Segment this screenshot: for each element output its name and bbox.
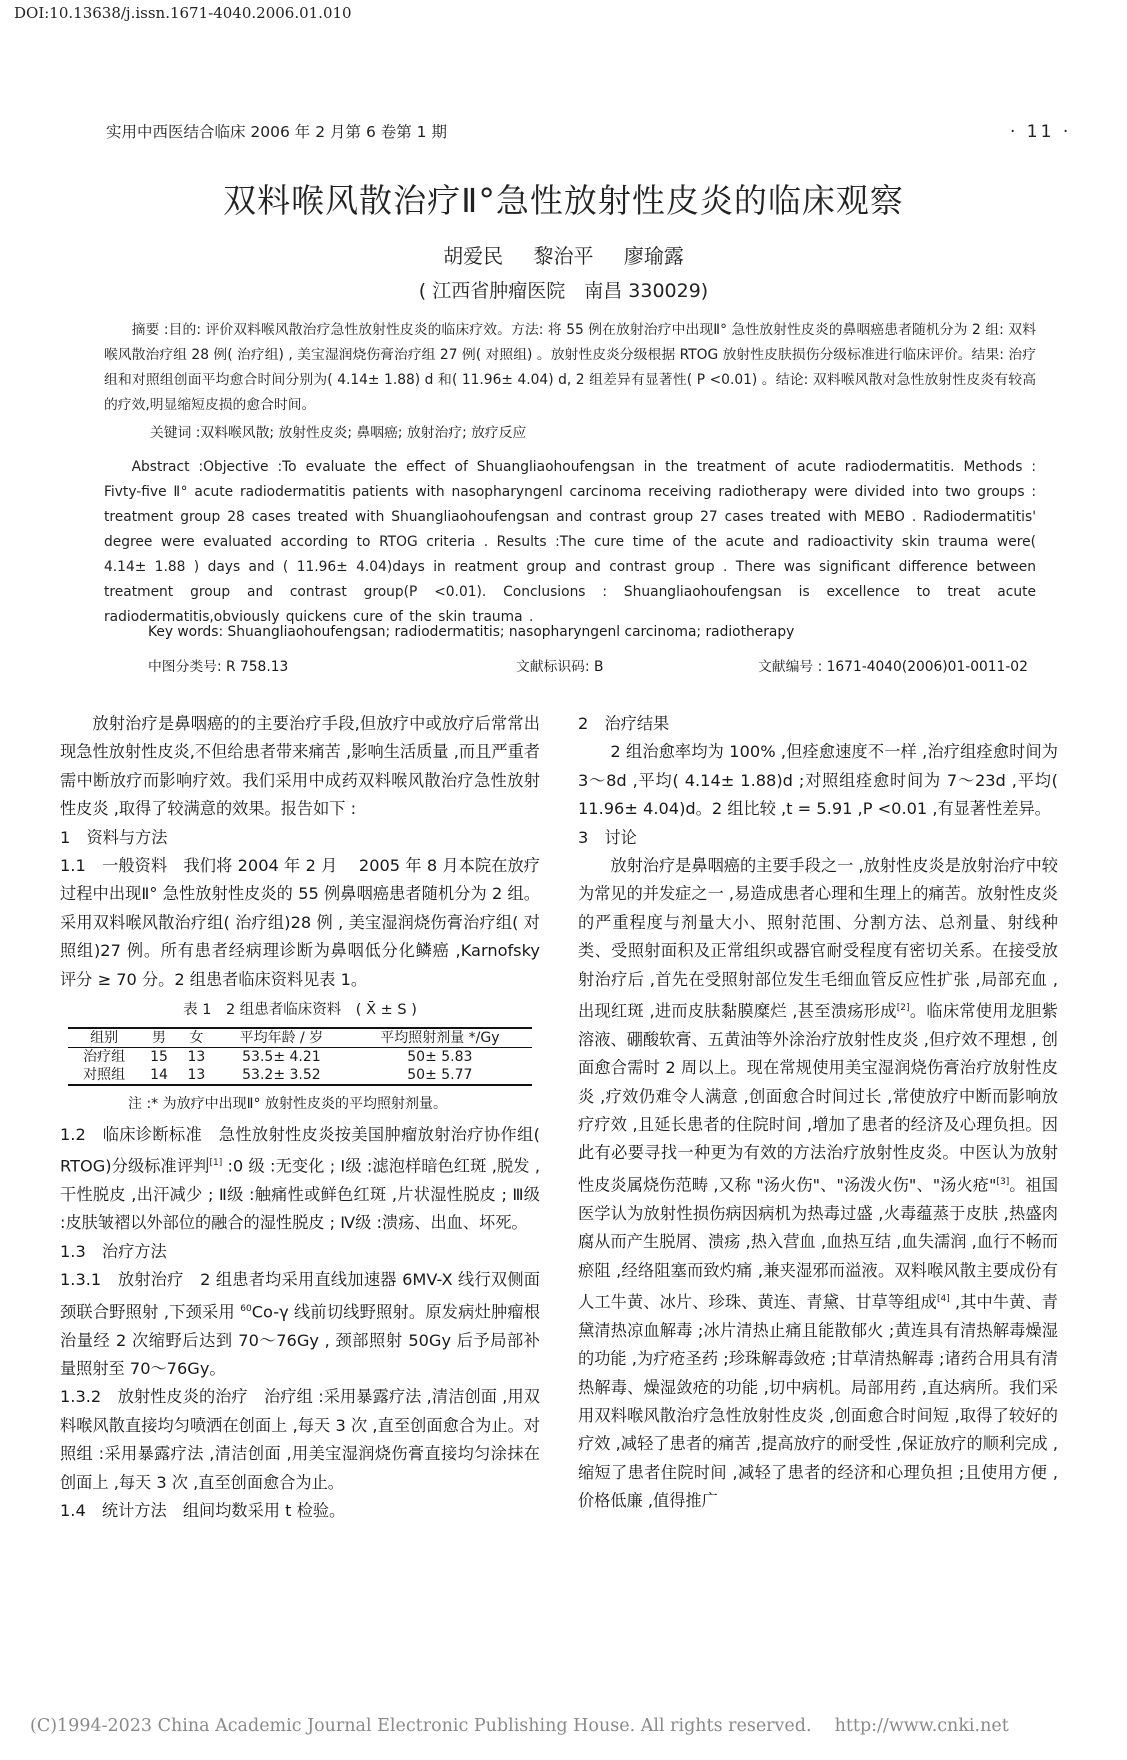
table-cell: 15 <box>150 1049 168 1066</box>
table-header-cell: 平均照射剂量 */Gy <box>380 1030 500 1047</box>
affiliation: ( 江西省肿瘤医院 南昌 330029) <box>418 280 709 302</box>
doi-line: DOI:10.13638/j.issn.1671-4040.2006.01.010 <box>14 4 352 22</box>
table-cell: 13 <box>187 1067 206 1084</box>
table-header-cell: 女 <box>189 1030 204 1047</box>
discussion-text: 。祖国医学认为放射性损伤病因病机为热毒过盛 ,火毒蕴蒸于皮肤 ,热盛肉腐从而产生脱屑、溃疡 ,热入营血 ,血热互结 ,血失濡润 ,血行不畅而瘀阻 ,经络阻塞而致灼痛 ,兼夹湿邪而溢液。双料喉风散主要成份有人工牛黄、冰片、珍珠、黄连、青黛、甘草等组成 <box>578 1175 1059 1312</box>
table-cell: 50± 5.83 <box>407 1049 473 1066</box>
section-1-1: 1.1 一般资料 我们将 2004 年 2 月 2005 年 8 月本院在放疗过程中出现Ⅱ° 急性放射性皮炎的 55 例鼻咽癌患者随机分为 2 组。采用双料喉风散治疗组( 治疗组)28 例 , 美宝湿润烧伤膏治疗组( 对照组)27 例。所有患者经病理诊断为鼻咽低分化鳞癌 ,Karnofsky 评分 ≥ 70 分。2 组患者临床资料见表 1。 <box>60 856 540 989</box>
right-column <box>578 710 1058 1516</box>
table-cell: 治疗组 <box>83 1049 126 1066</box>
article-title: 双料喉风散治疗Ⅱ°急性放射性皮炎的临床观察 <box>223 181 904 220</box>
table-cell: 对照组 <box>83 1067 126 1084</box>
authors: 胡爱民 黎治平 廖瑜露 <box>443 244 684 268</box>
table-cell: 53.2± 3.52 <box>242 1067 321 1084</box>
journal-header: 实用中西医结合临床 2006 年 2 月第 6 卷第 1 期 <box>106 123 447 141</box>
clc-number: 中图分类号: R 758.13 <box>148 659 289 675</box>
table-1 <box>68 996 532 1119</box>
intro-paragraph: 放射治疗是鼻咽癌的的主要治疗手段,但放疗中或放疗后常常出现急性放射性皮炎,不但给患者带来痛苦 ,影响生活质量 ,而且严重者需中断放疗而影响疗效。我们采用中成药双料喉风散治疗急性放射性皮炎 ,取得了较满意的效果。报告如下 : <box>60 714 540 819</box>
section-1-3-2: 1.3.2 放射性皮炎的治疗 治疗组 :采用暴露疗法 ,清洁创面 ,用双料喉风散直接均匀喷洒在创面上 ,每天 3 次 ,直至创面愈合为止。对照组 :采用暴露疗法 ,清洁创面 ,用美宝湿润烧伤膏直接均匀涂抹在创面上 ,每天 3 次 ,直至创面愈合为止。 <box>60 1387 540 1492</box>
section-1-2 <box>60 1121 540 1238</box>
table-header-cell: 男 <box>152 1030 167 1047</box>
section-3-heading: 3 讨论 <box>578 827 637 847</box>
citation-ref: [2] <box>896 1003 910 1014</box>
abstract-cn <box>104 318 1036 418</box>
table-cell: 50± 5.77 <box>407 1067 473 1084</box>
discussion-paragraph <box>578 852 1058 1516</box>
table-1-grid <box>68 1027 532 1086</box>
citation-ref: [3] <box>996 1176 1010 1187</box>
section-1-3-1 <box>60 1266 540 1383</box>
section-1-2-text-rest: :0 级 :无变化 ; Ⅰ级 :滤泡样暗色红斑 ,脱发 ,干性脱皮 ,出汗减少 ; Ⅱ级 :触痛性或鲜色红斑 ,片状湿性脱皮 ; Ⅲ级 :皮肤皱褶以外部位的融合的湿性脱皮 ; Ⅳ级 :溃疡、出血、坏死。 <box>60 1156 541 1233</box>
abstract-cn-text: 摘要 :目的: 评价双料喉风散治疗急性放射性皮炎的临床疗效。方法: 将 55 例在放射治疗中出现Ⅱ° 急性放射性皮炎的鼻咽癌患者随机分为 2 组: 双料喉风散治疗组 28 例( 治疗组) , 美宝湿润烧伤膏治疗组 27 例( 对照组) 。放射性皮炎分级根据 RTOG 放射性皮肤损伤分级标准进行临床评价。结果: 治疗组和对照组创面平均愈合时间分别为( 4.14± 1.88) d 和( 11.96± 4.04) d, 2 组差异有显著性( P <0.01) 。结论: 双料喉风散对急性放射性皮炎有较高的疗效,明显缩短皮损的愈合时间。 <box>104 322 1036 413</box>
table-header-cell: 平均年龄 / 岁 <box>239 1030 324 1047</box>
keywords-en: Key words: Shuangliaohoufengsan; radiodermatitis; nasopharyngenl carcinoma; radiotherapy <box>148 624 795 640</box>
table-cell: 13 <box>187 1049 206 1066</box>
page-number: · 11 · <box>1010 122 1072 142</box>
discussion-text: 。临床常使用龙胆紫溶液、硼酸软膏、五黄油等外涂治疗放射性皮炎 ,但疗效不理想 , 创面愈合需时 2 周以上。现在常规使用美宝湿润烧伤膏治疗放射性皮炎 ,疗效仍难令人满意 ,创面愈合时间过长 ,常使放疗中断而影响放疗疗效 ,且延长患者的住院时间 ,增加了患者的经济及心理负担。因此有必要寻找一种更为有效的方法治疗放射性皮炎。中医认为放射性皮炎属烧伤范畴 ,又称 "汤火伤"、"汤泼火伤"、"汤火疮" <box>578 1001 1058 1195</box>
section-1-3-heading: 1.3 治疗方法 <box>60 1241 167 1261</box>
table-header-row <box>68 1028 532 1048</box>
citation-ref: [1] <box>209 1158 223 1169</box>
table-cell: 14 <box>150 1067 168 1084</box>
article-number: 文献编号 : 1671-4040(2006)01-0011-02 <box>758 659 1028 675</box>
discussion-text: ,其中牛黄、青黛清热凉血解毒 ;冰片清热止痛且能散郁火 ;黄连具有清热解毒燥湿的功能 ,为疗疮圣药 ;珍珠解毒敛疮 ;甘草清热解毒 ;诸药合用具有清热解毒、燥湿敛疮的功能 ,切中病机。局部用药 ,直达病所。我们采用双料喉风散治疗急性放射性皮炎 ,创面愈合时间短 ,取得了较好的疗效 ,减轻了患者的痛苦 ,提高放疗的耐受性 ,保证放疗的顺利完成 ,缩短了患者住院时间 ,减轻了患者的经济和心理负担 ;且使用方便 ,价格低廉 ,值得推广 <box>578 1292 1058 1511</box>
section-1-2-text: 1.2 临床诊断标准 急性放射性皮炎按美国肿瘤放射治疗协作组( RTOG)分级标准评判 <box>60 1124 540 1176</box>
table-row <box>68 1066 532 1085</box>
results-paragraph: 2 组治愈率均为 100% ,但痊愈速度不一样 ,治疗组痊愈时间为 3～8d ,平均( 4.14± 1.88)d ;对照组痊愈时间为 7～23d ,平均( 11.96± 4.04)d。2 组比较 ,t = 5.91 ,P <0.01 ,有显著性差异。 <box>578 742 1058 819</box>
abstract-en-text: Abstract :Objective :To evaluate the effect of Shuangliaohoufengsan in the treatment of acute radiodermatitis. Methods : Fivty-five Ⅱ° acute radiodermatitis patients with nasopharyngenl carcinoma receiving radiotherapy were divided into two groups : treatment group 28 cases treated with Shuangliaohoufengsan and contrast group 27 cases treated with MEBO . Radiodermatitis' degree were evaluated according to RTOG criteria . Results :The cure time of the acute and radioactivity skin trauma were( 4.14± 1.88 ) days and ( 11.96± 4.04)days in reatment group and contrast group . There was significant difference between treatment group and contrast group(P <0.01). Conclusions : Shuangliaohoufengsan is excellence to treat acute radiodermatitis,obviously quickens cure of the skin trauma . <box>104 459 1036 625</box>
section-2-heading: 2 治疗结果 <box>578 714 670 733</box>
section-1-3-1-text: 1.3.1 放射治疗 2 组患者均采用直线加速器 6MV-X 线行双侧面颈联合野照射 ,下颈采用 <box>60 1270 540 1322</box>
isotope-superscript: 60 <box>240 1303 252 1314</box>
section-1-heading: 1 资料与方法 <box>60 827 168 847</box>
table-cell: 53.5± 4.21 <box>242 1049 321 1066</box>
table-row <box>68 1048 532 1067</box>
section-1-4: 1.4 统计方法 组间均数采用 t 检验。 <box>60 1500 346 1520</box>
discussion-text: 放射治疗是鼻咽癌的主要手段之一 ,放射性皮炎是放射治疗中较为常见的并发症之一 ,易造成患者心理和生理上的痛苦。放射性皮炎的严重程度与剂量大小、照射范围、分割方法、总剂量、射线种类、受照射面积及正常组织或器官耐受程度有密切关系。在接受放射治疗后 ,首先在受照射部位发生毛细血管反应性扩张 ,局部充血 ,出现红斑 ,进而皮肤黏膜糜烂 ,甚至溃疡形成 <box>578 856 1058 1021</box>
abstract-en <box>104 455 1036 630</box>
keywords-cn: 关键词 :双料喉风散; 放射性皮炎; 鼻咽癌; 放射治疗; 放疗反应 <box>150 425 527 441</box>
document-code: 文献标识码: B <box>516 659 604 675</box>
table-1-caption: 表 1 2 组患者临床资料 ( X̄ ± S ) <box>183 1002 417 1019</box>
citation-ref: [4] <box>936 1293 950 1304</box>
left-column <box>60 710 540 1525</box>
copyright-footer: (C)1994-2023 China Academic Journal Electronic Publishing House. All rights reserved. http://www.cnki.net <box>30 1716 1009 1736</box>
section-1-3-1-text-rest: Co-γ 线前切线野照射。原发病灶肿瘤根治量经 2 次缩野后达到 70～76Gy , 颈部照射 50Gy 后予局部补量照射至 70～76Gy。 <box>60 1302 541 1378</box>
table-1-note: 注 :* 为放疗中出现Ⅱ° 放射性皮炎的平均照射剂量。 <box>128 1096 447 1113</box>
table-header-cell: 组别 <box>90 1030 119 1047</box>
